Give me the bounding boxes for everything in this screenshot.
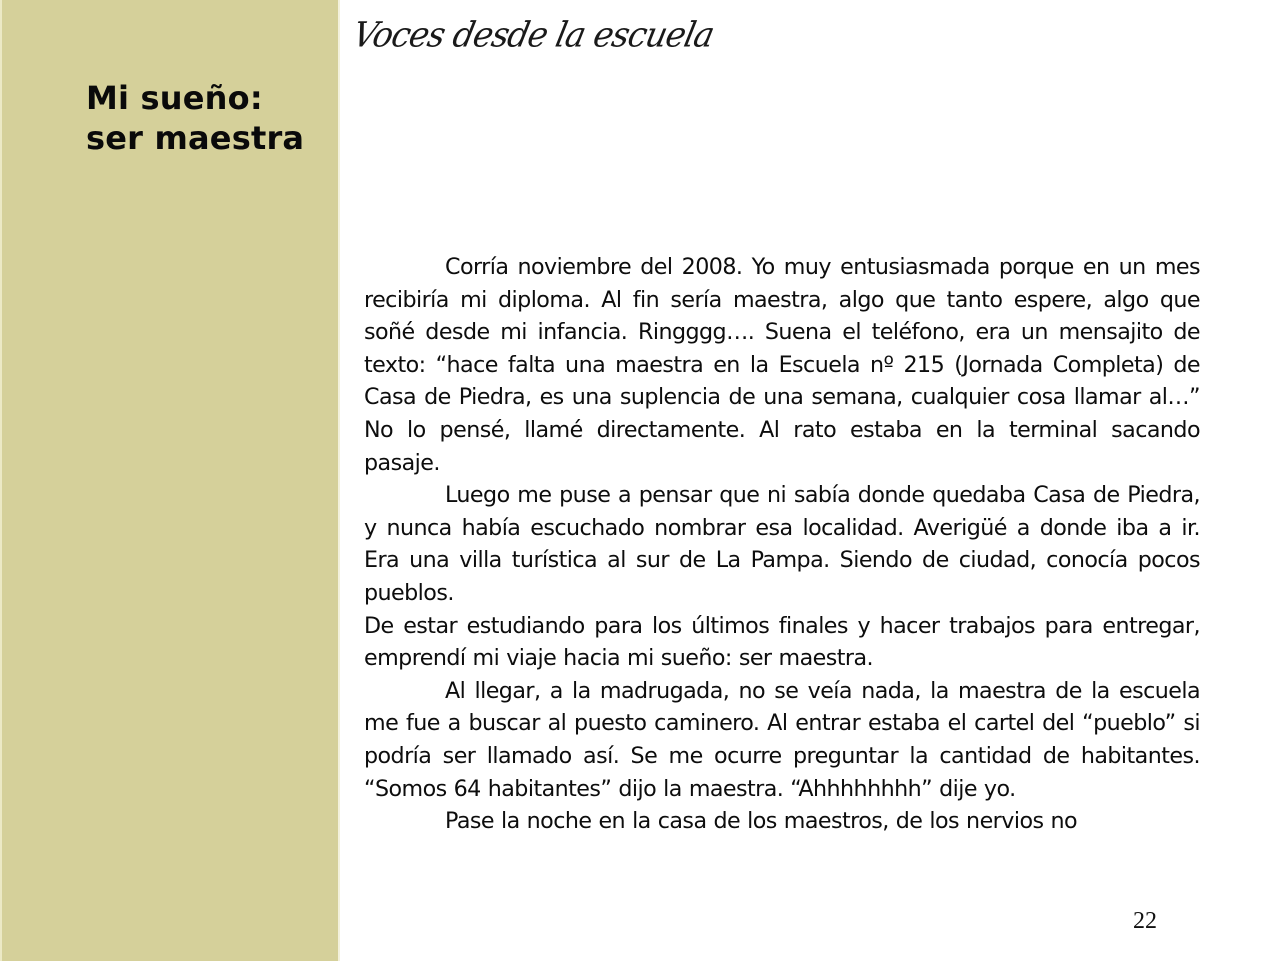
paragraph-2: Luego me puse a pensar que ni sabía donde quedaba Casa de Piedra, y nunca había escuchado nombrar esa localidad. Averigüé a donde iba a ir. Era una villa turística al sur de La Pampa. Siendo de ciudad, conocía pocos pueblos. (364, 482, 1200, 606)
page-title-line-1: Mi sueño: (86, 79, 263, 117)
paragraph-3: De estar estudiando para los últimos finales y hacer trabajos para entregar, emprendí mi viaje hacia mi sueño: ser maestra. (364, 612, 1200, 672)
sidebar-divider (338, 0, 340, 961)
page-title (86, 78, 304, 158)
sidebar-panel (0, 0, 338, 961)
running-head: Voces desde la escuela (349, 14, 718, 55)
page-title-line-2: ser maestra (86, 119, 305, 157)
page-number: 22 (1133, 908, 1157, 934)
article-body (364, 251, 1200, 838)
paragraph-4: Al llegar, a la madrugada, no se veía nada, la maestra de la escuela me fue a buscar al puesto caminero. Al entrar estaba el cartel del “pueblo” si podría ser llamado así. Se me ocurre preguntar la cantidad de habitantes. “Somos 64 habitantes” dijo la maestra. “Ahhhhhhhh” dije yo. (364, 677, 1200, 802)
paragraph-1: Corría noviembre del 2008. Yo muy entusiasmada porque en un mes recibiría mi diploma. Al fin sería maestra, algo que tanto espere, algo que soñé desde mi infancia. Ringggg…. Suena el teléfono, era un mensajito de texto: “hace falta una maestra en la Escuela nº 215 (Jornada Completa) de Casa de Piedra, es una suplencia de una semana, cualquier cosa llamar al…” No lo pensé, llamé directamente. Al rato estaba en la terminal sacando pasaje. (364, 254, 1200, 476)
paragraph-5: Pase la noche en la casa de los maestros, de los nervios no (445, 808, 1078, 835)
